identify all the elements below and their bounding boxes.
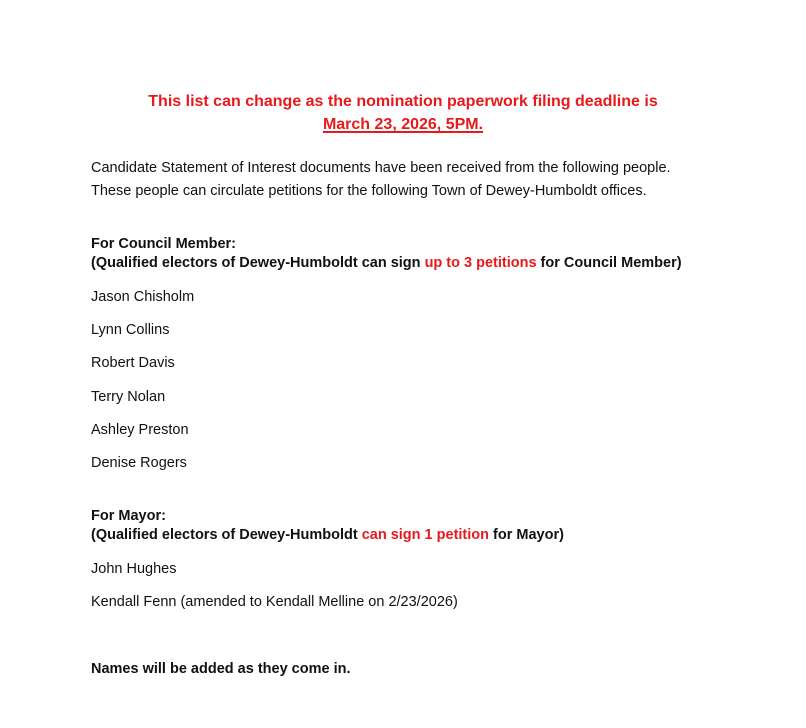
council-candidate: Jason Chisholm: [91, 289, 195, 305]
mayor-candidate: Kendall Fenn (amended to Kendall Melline on 2/23/2026): [91, 594, 458, 610]
council-candidate: Denise Rogers: [91, 455, 187, 471]
council-note-prefix: (Qualified electors of Dewey-Humboldt can sign: [91, 255, 425, 271]
footer-note: Names will be added as they come in.: [91, 661, 351, 677]
mayor-note: [91, 525, 564, 545]
council-note-suffix: for Council Member): [536, 255, 682, 271]
deadline-notice-line-1: This list can change as the nomination paperwork filing deadline is: [148, 93, 658, 110]
council-candidate: Ashley Preston: [91, 422, 189, 438]
council-note-highlight: up to 3 petitions: [424, 255, 537, 271]
mayor-heading: For Mayor:: [91, 508, 166, 524]
mayor-note-highlight: can sign 1 petition: [361, 527, 489, 543]
intro-line-1: Candidate Statement of Interest documents have been received from the following people.: [91, 160, 671, 176]
mayor-candidate: John Hughes: [91, 561, 177, 577]
deadline-notice-line-2: [0, 114, 806, 135]
mayor-note-suffix: for Mayor): [489, 527, 564, 543]
council-candidate: Lynn Collins: [91, 322, 170, 338]
council-note: [91, 253, 682, 273]
council-heading: For Council Member:: [91, 236, 237, 252]
deadline-date: March 23, 2026, 5PM.: [322, 116, 484, 133]
council-candidate: Robert Davis: [91, 355, 175, 371]
mayor-note-prefix: (Qualified electors of Dewey-Humboldt: [91, 527, 362, 543]
intro-line-2: These people can circulate petitions for the following Town of Dewey-Humboldt offices.: [91, 183, 647, 199]
council-candidate: Terry Nolan: [91, 389, 166, 405]
